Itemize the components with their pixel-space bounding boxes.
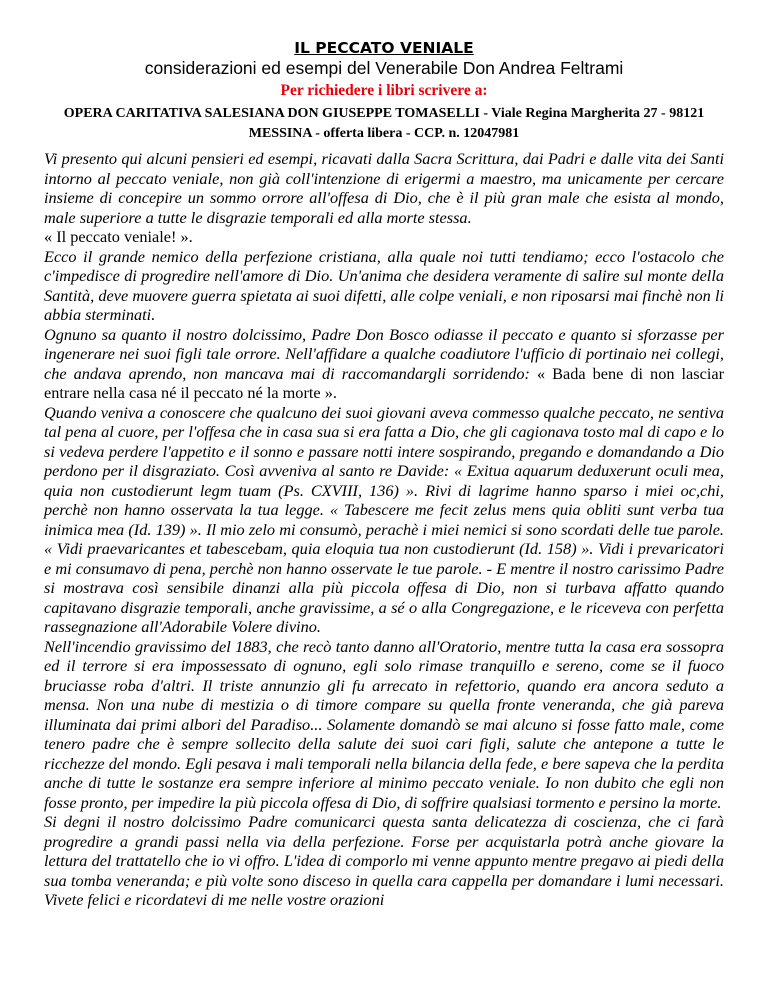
paragraph-fire: Nell'incendio gravissimo del 1883, che recò tanto danno all'Oratorio, mentre tutta la casa era sossopra ed il terrore si era impossessato di ognuno, egli solo rimase tranquillo e sereno, come se il fuoco bruciasse roba d'altri. Il triste annunzio gli fu arrecato in refettorio, quando era ancora seduto a mensa. Non una nube di mestizia o di timore compare su quella fronte veneranda, che già pareva illuminata dai primi albori del Paradiso... Solamente domandò se mai alcuno si fosse fatto male, come tenero padre che è sempre sollecito della salute dei suoi cari figli, salute che antepone a tutte le ricchezze del mondo. Egli pesava i mali temporali nella bilancia della fede, e bere sapeva che la perdita anche di tutte le sostanze era sempre inferiore al minimo peccato veniale. Io non dubito che egli non fosse pronto, per impedire la più piccola offesa di Dio, di soffrire qualsiasi tormento e persino la morte.: [44, 636, 724, 812]
don-bosco-quote: « Bada bene di non lasciar entrare nella casa né il peccato né la morte ».: [44, 363, 724, 402]
paragraph-enemy: Ecco il grande nemico della perfezione cristiana, alla quale noi tutti tendiamo; ecco l'ostacolo che c'impedisce di progredire nell'amore di Dio. Un'anima che desidera veramente di salire sul monte della Santità, deve muovere guerra spietata ai suoi difetti, alle colpe veniali, e non riposarsi mai finchè non li abbia sterminati.: [44, 246, 724, 324]
paragraph-exclamation: « Il peccato veniale! ».: [44, 227, 193, 246]
document-body: [44, 149, 724, 910]
publisher-address: OPERA CARITATIVA SALESIANA DON GIUSEPPE TOMASELLI - Viale Regina Margherita 27 - 98121 MESSINA - offerta libera - CCP. n. 12047981: [63, 106, 705, 141]
document-title: IL PECCATO VENIALE: [294, 39, 474, 57]
paragraph-david: Quando veniva a conoscere che qualcuno dei suoi giovani aveva commesso qualche peccato, ne sentiva tal pena al cuore, per l'offesa che in casa sua si era fatta a Dio, che gli cagionava tosto mal di capo e lo si vedeva perdere l'appetito e il sonno e passare notti intere sospirando, pregando e domandando a Dio perdono per il disgraziato. Così avveniva al santo re Davide: « Exitua aquarum deduxerunt oculi mea, quia non custodierunt legm tuam (Ps. CXVIII, 136) ». Rivi di lagrime hanno sparso i miei oc,chi, perchè non hanno osservata la tua legge. « Tabescere me fecit zelus mens quia obliti sunt verba tua inimica mea (Id. 139) ». Il mio zelo mi consumò, perachè i miei nemici si sono scordati delle tue parole. « Vidi praevaricantes et tabescebam, quia eloquia tua non custodierunt (Id. 158) ». Vidi i prevaricatori e mi consumavo di pena, perchè non hanno osservate le tue parole. - E mentre il nostro carissimo Padre si mostrava così sensibile dinanzi alla più piccola offesa di Dio, non si turbava affatto quando capitavano disgrazie temporali, anche gravissime, a sé o alla Congregazione, e le riceveva con perfetta rassegnazione all'Adorabile Volere divino.: [44, 402, 724, 636]
paragraph-intro: Vi presento qui alcuni pensieri ed esempi, ricavati dalla Sacra Scrittura, dai Padri e dalle vita dei Santi intorno al peccato veniale, non già coll'intenzione di erigermi a maestro, ma unicamente per cercare insieme di concepire un sommo orrore all'offesa di Dio, che è il più gran male che esista al mondo, male superiore a tutte le disgrazie temporali ed alla morte stessa.: [44, 149, 724, 227]
paragraph-closing: Si degni il nostro dolcissimo Padre comunicarci questa santa delicatezza di coscienza, che ci farà progredire a grandi passi nella via della perfezione. Forse per acquistarla potrà anche giovare la lettura del trattatello che io vi offro. L'idea di comporlo mi venne appunto mentre pregavo ai piedi della sua tomba veneranda; e più volte sono disceso in quella cara cappella per domandare i lumi necessari. Vivete felici e ricordatevi di me nelle vostre orazioni: [44, 812, 724, 909]
document-subtitle: considerazioni ed esempi del Venerabile Don Andrea Feltrami: [144, 58, 624, 78]
paragraph-don-bosco-text: Ognuno sa quanto il nostro dolcissimo, Padre Don Bosco odiasse il peccato e quanto si sforzasse per ingenerare nei suoi figli tale orrore. Nell'affidare a qualche coadiutore l'ufficio di portinaio nei collegi, che andava aprendo, non mancava mai di raccomandargli sorridendo:: [44, 324, 724, 383]
paragraph-don-bosco: [44, 325, 724, 403]
request-note: Per richiedere i libri scrivere a:: [280, 82, 488, 99]
